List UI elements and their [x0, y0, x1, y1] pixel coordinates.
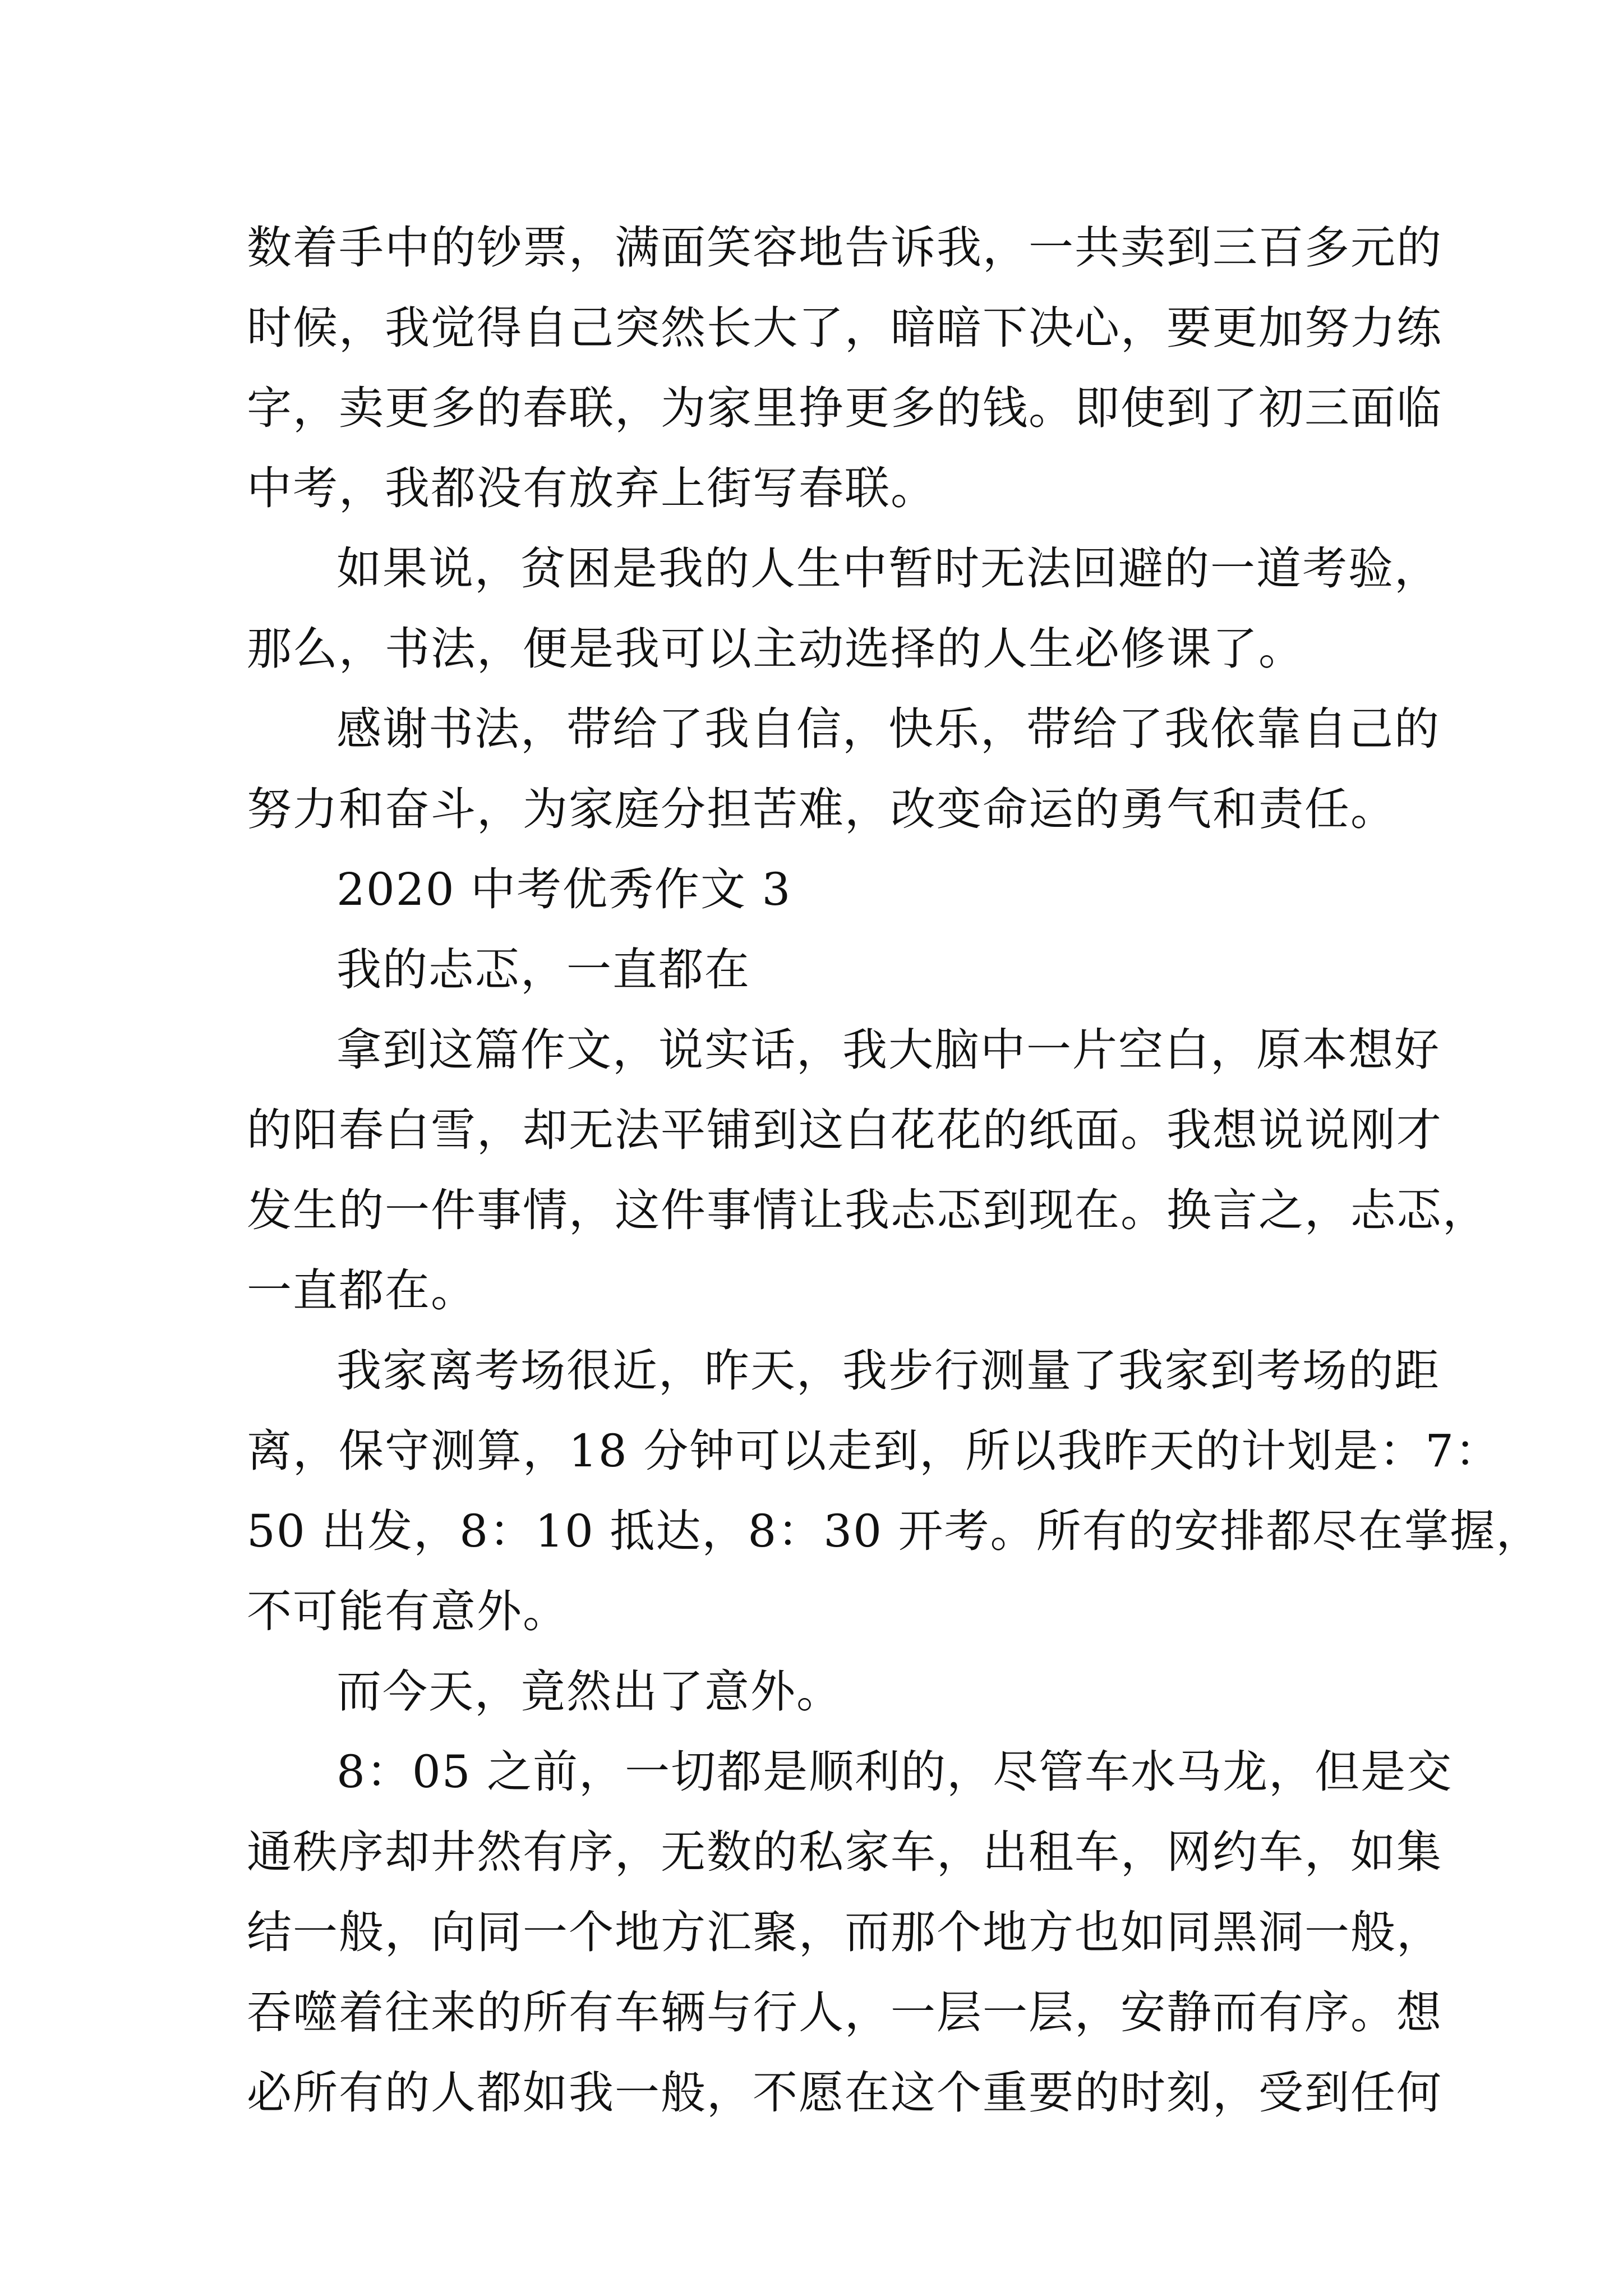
text-line-3: 字，卖更多的春联，为家里挣更多的钱。即使到了初三面临 [247, 382, 1442, 434]
text-line-16: 离，保守测算，18 分钟可以走到，所以我昨天的计划是：7： [247, 1425, 1501, 1477]
article-body [247, 208, 1542, 2133]
text-line-2: 时候，我觉得自己突然长大了，暗暗下决心，要更加努力练 [247, 302, 1442, 354]
text-line-15: 我家离考场很近，昨天，我步行测量了我家到考场的距 [336, 1345, 1440, 1397]
text-line-5: 如果说，贫困是我的人生中暂时无法回避的一道考验， [336, 542, 1440, 595]
text-line-7: 感谢书法，带给了我自信，快乐，带给了我依靠自己的 [336, 703, 1440, 755]
text-line-24: 必所有的人都如我一般，不愿在这个重要的时刻，受到任何 [247, 2067, 1442, 2119]
text-line-17: 50 出发，8：10 抵达，8：30 开考。所有的安排都尽在掌握， [247, 1505, 1542, 1557]
essay-title: 我的忐忑，一直都在 [336, 944, 750, 996]
text-line-21: 通秩序却井然有序，无数的私家车，出租车，网约车，如集 [247, 1826, 1442, 1878]
text-line-12: 的阳春白雪，却无法平铺到这白花花的纸面。我想说说刚才 [247, 1104, 1442, 1156]
text-line-11: 拿到这篇作文，说实话，我大脑中一片空白，原本想好 [336, 1024, 1440, 1076]
text-line-14: 一直都在。 [247, 1264, 477, 1317]
text-line-20: 8：05 之前，一切都是顺利的，尽管车水马龙，但是交 [336, 1746, 1453, 1798]
text-line-18: 不可能有意外。 [247, 1585, 569, 1637]
text-line-8: 努力和奋斗，为家庭分担苦难，改变命运的勇气和责任。 [247, 783, 1396, 835]
text-line-6: 那么，书法，便是我可以主动选择的人生必修课了。 [247, 623, 1304, 675]
section-heading: 2020 中考优秀作文 3 [336, 863, 792, 915]
text-line-1: 数着手中的钞票，满面笑容地告诉我，一共卖到三百多元的 [247, 222, 1442, 274]
text-line-23: 吞噬着往来的所有车辆与行人，一层一层，安静而有序。想 [247, 1986, 1442, 2039]
text-line-4: 中考，我都没有放弃上街写春联。 [247, 462, 937, 514]
text-line-22: 结一般，向同一个地方汇聚，而那个地方也如同黑洞一般， [247, 1906, 1442, 1958]
text-line-13: 发生的一件事情，这件事情让我忐忑到现在。换言之，忐忑， [247, 1184, 1488, 1236]
text-line-19: 而今天，竟然出了意外。 [336, 1665, 842, 1718]
